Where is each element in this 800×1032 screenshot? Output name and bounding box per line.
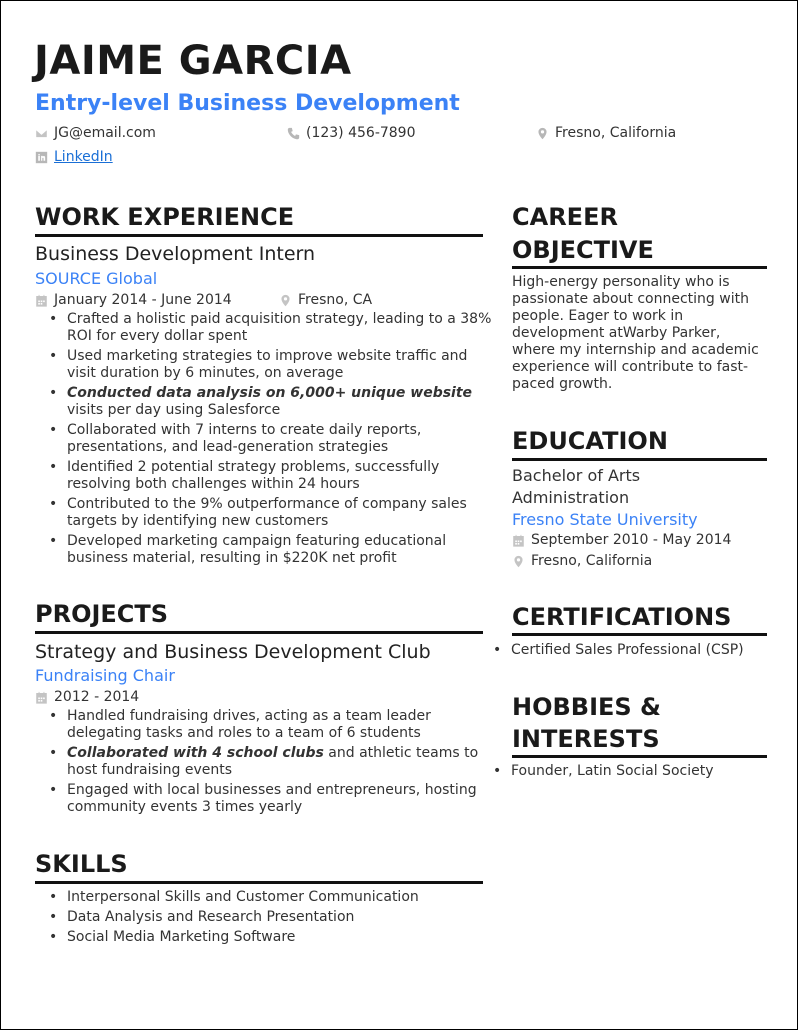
education-location — [512, 552, 652, 570]
education-dates — [512, 531, 731, 549]
degree-line1: Bachelor of Arts — [512, 466, 641, 485]
objective-divider — [512, 266, 767, 269]
work-bullets — [35, 311, 493, 570]
list-item: • Crafted a holistic paid acquisition strategy, leading to a 38% ROI for every dollar spent — [67, 311, 493, 345]
project-name: Strategy and Business Development Club — [35, 641, 431, 663]
phone-contact — [287, 124, 416, 142]
list-item: • Developed marketing campaign featuring educational business material, resulting in $220K net profit — [67, 533, 493, 567]
certifications-heading: CERTIFICATIONS — [512, 603, 732, 631]
hobbies-heading-line2: INTERESTS — [512, 725, 660, 753]
map-pin-icon — [279, 294, 292, 307]
location-contact — [536, 124, 676, 142]
work-company: SOURCE Global — [35, 269, 158, 288]
list-item: • Founder, Latin Social Society — [511, 763, 799, 780]
list-item: • Engaged with local businesses and entrepreneurs, hosting community events 3 times yearly — [67, 782, 493, 816]
project-dates — [35, 688, 139, 706]
list-item: • Certified Sales Professional (CSP) — [511, 642, 799, 659]
certifications-list — [479, 642, 799, 662]
list-item: • Used marketing strategies to improve website traffic and visit duration by 6 minutes, on average — [67, 348, 493, 382]
list-item: • Contributed to the 9% outperformance of company sales targets by identifying new customers — [67, 496, 493, 530]
calendar-icon — [35, 691, 48, 704]
skills-divider — [35, 881, 483, 884]
projects-divider — [35, 631, 483, 634]
project-bullets — [35, 708, 493, 819]
email-contact — [35, 124, 156, 142]
emphasis-text: Collaborated with 4 school clubs — [67, 745, 324, 761]
work-dates-text: January 2014 - June 2014 — [54, 292, 232, 308]
map-pin-icon — [512, 555, 525, 568]
list-item: • Data Analysis and Research Presentation — [67, 909, 493, 926]
list-item — [67, 385, 493, 419]
map-pin-icon — [536, 127, 549, 140]
skills-heading: SKILLS — [35, 850, 128, 878]
candidate-title: Entry-level Business Development — [35, 91, 460, 116]
envelope-icon — [35, 127, 48, 140]
phone-icon — [287, 127, 300, 140]
candidate-name: JAIME GARCIA — [34, 38, 352, 84]
list-item: • Identified 2 potential strategy problems, successfully resolving both challenges within 24 hours — [67, 459, 493, 493]
school-name: Fresno State University — [512, 510, 698, 529]
list-item: • Collaborated with 7 interns to create daily reports, presentations, and lead-generation strategies — [67, 422, 493, 456]
bullet-rest-text: and athletic teams to host fundraising events — [67, 745, 479, 778]
list-item: • Handled fundraising drives, acting as a team leader delegating tasks and roles to a team of 6 students — [67, 708, 493, 742]
objective-text: High-energy personality who is passionate about connecting with people. Eager to work in development atWarby Parker, where my internship and academic experience will contribute to fast-paced growth. — [512, 274, 759, 392]
work-role: Business Development Intern — [35, 243, 316, 265]
hobbies-heading-line1: HOBBIES & — [512, 693, 661, 721]
phone-text: (123) 456-7890 — [306, 125, 416, 141]
projects-heading: PROJECTS — [35, 600, 169, 628]
email-text[interactable]: JG@email.com — [54, 125, 156, 141]
emphasis-text: Conducted data analysis on 6,000+ unique website — [67, 385, 473, 401]
work-divider — [35, 234, 483, 237]
work-experience-heading: WORK EXPERIENCE — [35, 203, 295, 231]
project-dates-text: 2012 - 2014 — [54, 689, 140, 705]
degree-line2: Administration — [512, 488, 630, 507]
calendar-icon — [35, 294, 48, 307]
education-heading: EDUCATION — [512, 427, 668, 455]
linkedin-contact — [35, 148, 113, 166]
career-objective-heading-line1: CAREER — [512, 203, 618, 231]
list-item — [67, 745, 493, 779]
education-dates-text: September 2010 - May 2014 — [531, 532, 732, 548]
list-item: • Social Media Marketing Software — [67, 929, 493, 946]
project-role: Fundraising Chair — [35, 666, 175, 685]
hobbies-divider — [512, 755, 767, 758]
education-divider — [512, 458, 767, 461]
hobbies-list — [479, 763, 799, 783]
list-item: • Interpersonal Skills and Customer Communication — [67, 889, 493, 906]
work-location-text: Fresno, CA — [298, 292, 373, 308]
calendar-icon — [512, 534, 525, 547]
linkedin-icon — [35, 151, 48, 164]
bullet-rest-text: visits per day using Salesforce — [67, 402, 281, 418]
certifications-divider — [512, 633, 767, 636]
work-location — [279, 291, 372, 309]
linkedin-link[interactable]: LinkedIn — [54, 149, 113, 165]
education-location-text: Fresno, California — [531, 553, 653, 569]
career-objective-heading-line2: OBJECTIVE — [512, 236, 654, 264]
location-text: Fresno, California — [555, 125, 677, 141]
skills-list — [35, 889, 493, 949]
work-dates — [35, 291, 232, 309]
